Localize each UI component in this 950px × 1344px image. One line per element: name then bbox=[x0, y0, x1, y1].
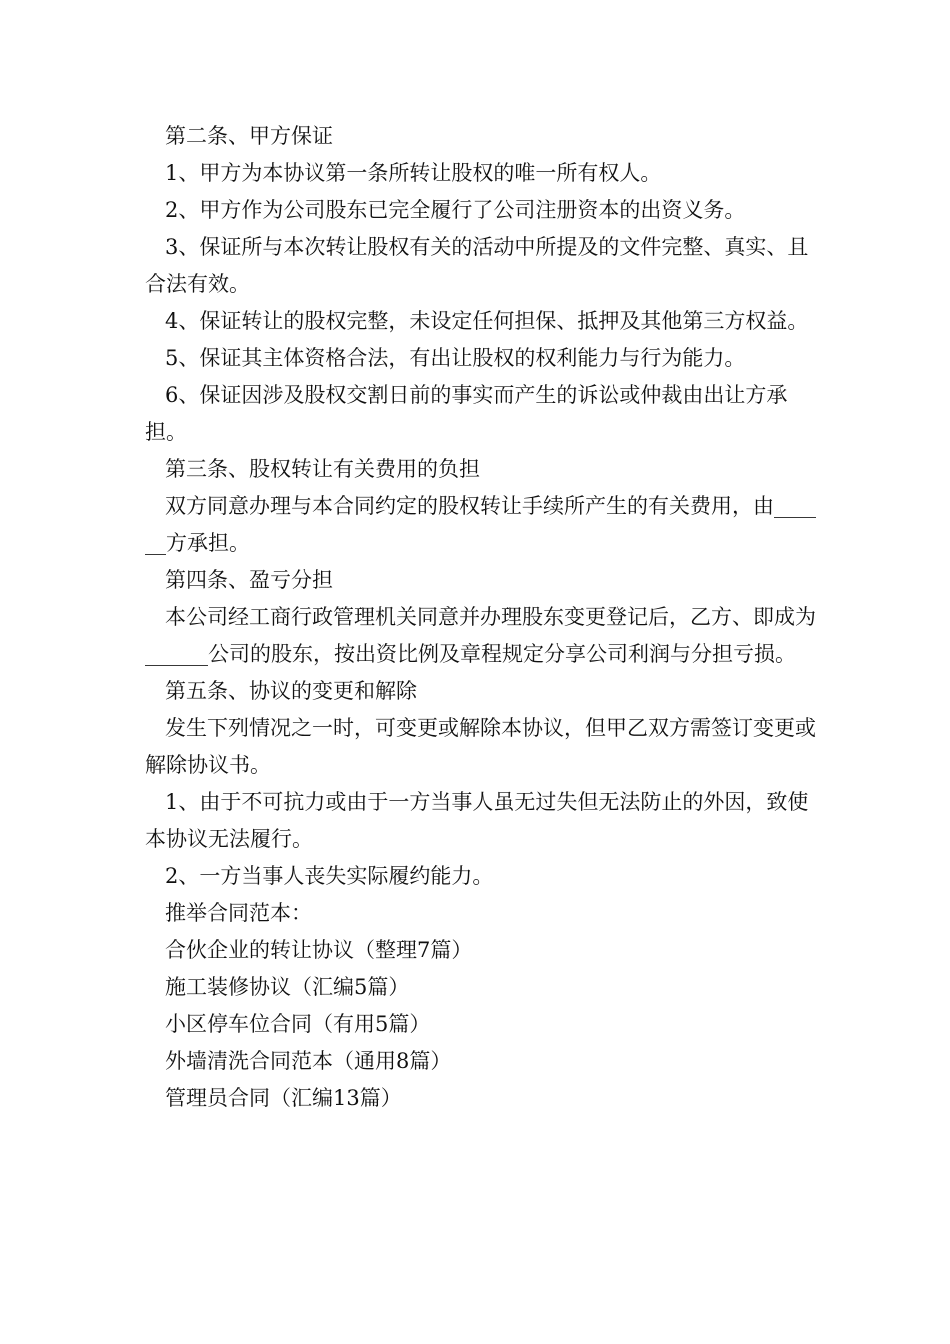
recommended-template-item: 合伙企业的转让协议（整理7篇） bbox=[165, 938, 473, 962]
body-paragraph: 发生下列情况之一时，可变更或解除本协议，但甲乙双方需签订变更或解除协议书。 bbox=[145, 716, 816, 777]
recommended-template-item: 外墙清洗合同范本（通用8篇） bbox=[165, 1049, 452, 1073]
section-heading-article-3: 第三条、股权转让有关费用的负担 bbox=[165, 457, 480, 481]
body-paragraph: 本公司经工商行政管理机关同意并办理股东变更登记后，乙方、即成为______公司的股东，按出资比例及章程规定分享公司利润与分担亏损。 bbox=[145, 605, 816, 666]
document-body bbox=[145, 118, 825, 1117]
section-heading-article-4: 第四条、盈亏分担 bbox=[165, 568, 333, 592]
section-heading-article-2: 第二条、甲方保证 bbox=[165, 124, 333, 148]
clause-item: 1、甲方为本协议第一条所转让股权的唯一所有权人。 bbox=[165, 161, 662, 185]
clause-item: 2、一方当事人丧失实际履约能力。 bbox=[165, 864, 494, 888]
clause-item: 2、甲方作为公司股东已完全履行了公司注册资本的出资义务。 bbox=[165, 198, 746, 222]
recommended-template-item: 施工装修协议（汇编5篇） bbox=[165, 975, 410, 999]
recommended-templates-heading: 推举合同范本： bbox=[165, 901, 312, 925]
recommended-template-item: 小区停车位合同（有用5篇） bbox=[165, 1012, 431, 1036]
clause-item: 1、由于不可抗力或由于一方当事人虽无过失但无法防止的外因，致使本协议无法履行。 bbox=[145, 790, 809, 851]
clause-item: 5、保证其主体资格合法，有出让股权的权利能力与行为能力。 bbox=[165, 346, 746, 370]
clause-item: 3、保证所与本次转让股权有关的活动中所提及的文件完整、真实、且合法有效。 bbox=[145, 235, 809, 296]
clause-item: 6、保证因涉及股权交割日前的事实而产生的诉讼或仲裁由出让方承担。 bbox=[145, 383, 788, 444]
section-heading-article-5: 第五条、协议的变更和解除 bbox=[165, 679, 417, 703]
clause-item: 4、保证转让的股权完整，未设定任何担保、抵押及其他第三方权益。 bbox=[165, 309, 809, 333]
recommended-template-item: 管理员合同（汇编13篇） bbox=[165, 1086, 402, 1110]
body-paragraph: 双方同意办理与本合同约定的股权转让手续所产生的有关费用，由______方承担。 bbox=[145, 494, 816, 555]
